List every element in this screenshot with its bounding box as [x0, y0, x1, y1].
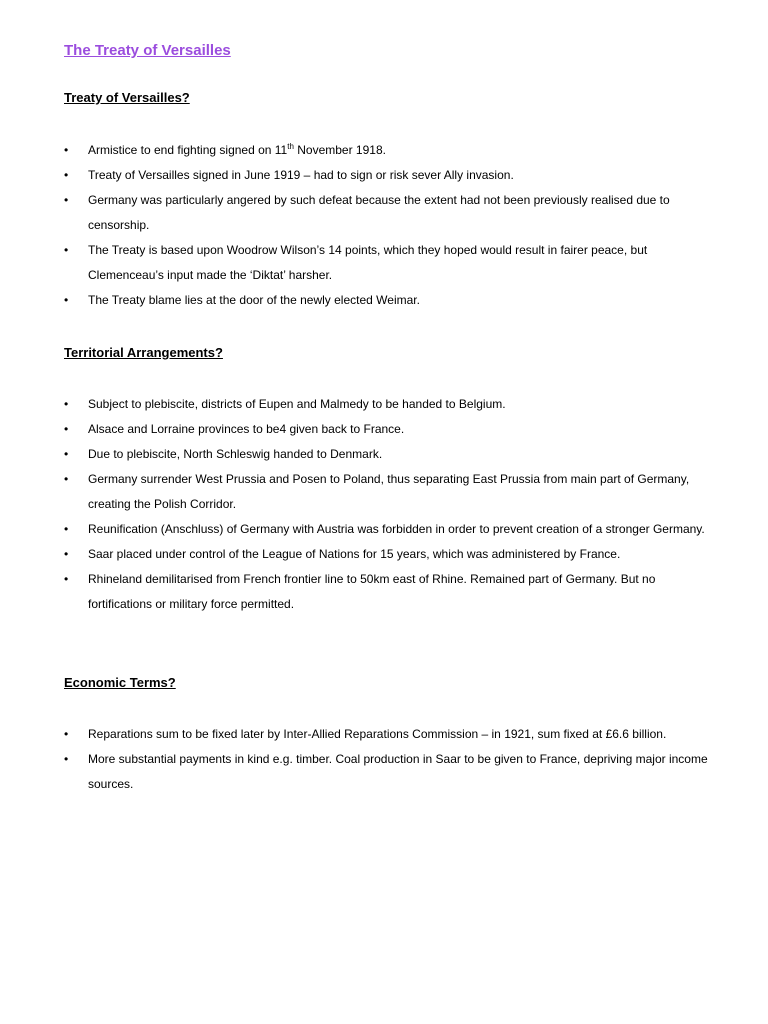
list-item-text: Due to plebiscite, North Schleswig handed to Denmark. [88, 447, 383, 461]
list-item-text: Saar placed under control of the League of Nations for 15 years, which was administered by France. [88, 547, 621, 561]
page-title: The Treaty of Versailles [64, 42, 231, 59]
list-item [0, 163, 768, 188]
list-item [0, 542, 768, 567]
list-item-text: More substantial payments in kind e.g. timber. Coal production in Saar to be given to France, depriving major income sources. [88, 752, 708, 791]
bullet-icon: • [64, 572, 69, 586]
bullet-list [0, 138, 768, 313]
list-item-text: Subject to plebiscite, districts of Eupen and Malmedy to be handed to Belgium. [88, 397, 506, 411]
list-item [0, 747, 768, 797]
list-item [0, 188, 768, 238]
bullet-icon: • [64, 143, 69, 157]
list-item [0, 417, 768, 442]
list-item [0, 138, 768, 163]
bullet-icon: • [64, 752, 69, 766]
list-item [0, 517, 768, 542]
list-item-text: Reunification (Anschluss) of Germany with Austria was forbidden in order to prevent creation of a stronger Germany. [88, 522, 705, 536]
bullet-icon: • [64, 293, 69, 307]
list-item-text: Germany surrender West Prussia and Posen to Poland, thus separating East Prussia from main part of Germany, creating the Polish Corridor. [88, 472, 690, 511]
bullet-icon: • [64, 243, 69, 257]
list-item [0, 288, 768, 313]
bullet-icon: • [64, 472, 69, 486]
list-item-text: Treaty of Versailles signed in June 1919 – had to sign or risk sever Ally invasion. [88, 168, 514, 182]
list-item-text: Germany was particularly angered by such defeat because the extent had not been previously realised due to censorship. [88, 193, 670, 232]
list-item-text: Rhineland demilitarised from French frontier line to 50km east of Rhine. Remained part of Germany. But no fortifications or military force permitted. [88, 572, 656, 611]
list-item [0, 467, 768, 517]
list-item-text: November 1918. [293, 143, 386, 157]
bullet-list [0, 392, 768, 617]
list-item-text: Alsace and Lorraine provinces to be4 given back to France. [88, 422, 405, 436]
bullet-icon: • [64, 397, 69, 411]
section-heading: Economic Terms? [64, 675, 176, 690]
bullet-icon: • [64, 727, 69, 741]
bullet-icon: • [64, 168, 69, 182]
bullet-list [0, 722, 768, 797]
bullet-icon: • [64, 547, 69, 561]
list-item [0, 392, 768, 417]
section-heading: Treaty of Versailles? [64, 90, 190, 105]
list-item-text: The Treaty is based upon Woodrow Wilson’s 14 points, which they hoped would result in fairer peace, but Clemenceau’s input made the ‘Diktat’ harsher. [88, 243, 648, 282]
list-item-superscript: th [287, 142, 294, 151]
section-heading: Territorial Arrangements? [64, 345, 223, 360]
bullet-icon: • [64, 522, 69, 536]
list-item [0, 722, 768, 747]
list-item-text: Reparations sum to be fixed later by Inter-Allied Reparations Commission – in 1921, sum fixed at £6.6 billion. [88, 727, 667, 741]
bullet-icon: • [64, 447, 69, 461]
bullet-icon: • [64, 422, 69, 436]
list-item-text: Armistice to end fighting signed on 11 [88, 143, 288, 157]
list-item-text: The Treaty blame lies at the door of the newly elected Weimar. [88, 293, 420, 307]
list-item [0, 442, 768, 467]
list-item [0, 567, 768, 617]
list-item [0, 238, 768, 288]
bullet-icon: • [64, 193, 69, 207]
